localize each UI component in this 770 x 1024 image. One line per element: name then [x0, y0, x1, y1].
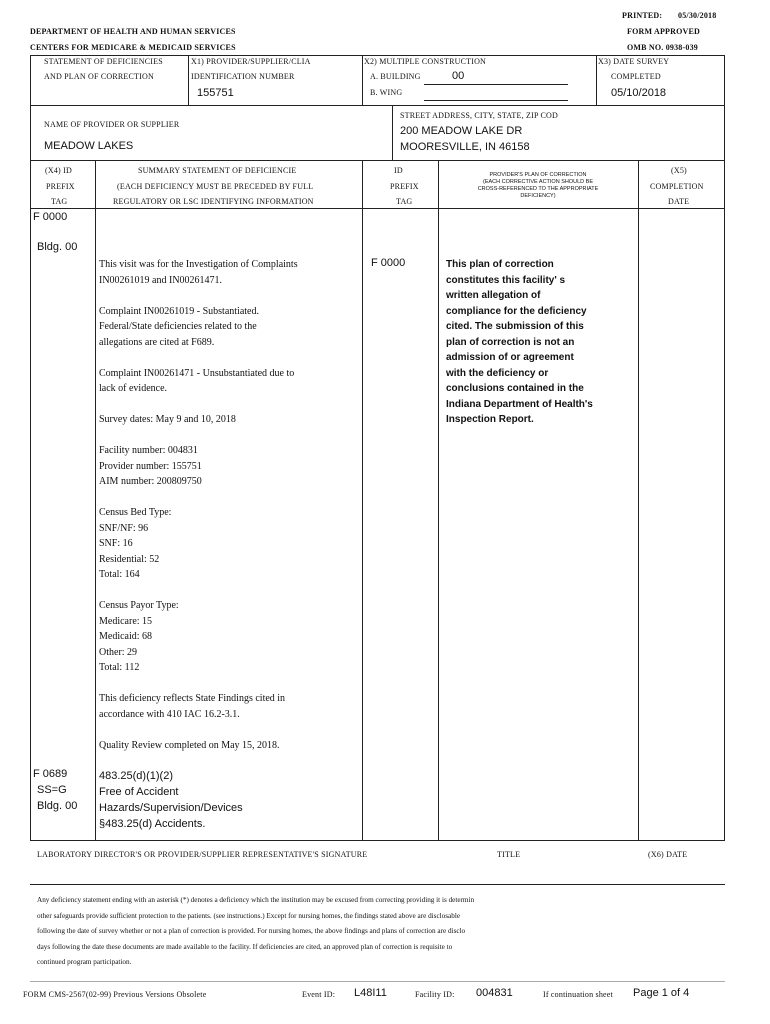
form-approved-label: FORM APPROVED: [627, 27, 701, 36]
scope-severity: SS=G: [37, 784, 67, 796]
completion-label: COMPLETION: [650, 182, 704, 191]
id-prefix-tag: F 0000: [371, 257, 406, 269]
wing-label: B. WING: [370, 88, 403, 97]
building-label: A. BUILDING: [370, 72, 421, 81]
provider-name-label: NAME OF PROVIDER OR SUPPLIER: [44, 120, 180, 129]
summary-header-3: REGULATORY OR LSC IDENTIFYING INFORMATION: [113, 197, 314, 206]
provider-name: MEADOW LAKES: [44, 140, 134, 152]
x4-tag-label: TAG: [51, 197, 68, 206]
signature-divider: [30, 884, 725, 885]
building-value: 00: [452, 70, 465, 82]
facility-id-label: Facility ID:: [415, 990, 455, 999]
address-label: STREET ADDRESS, CITY, STATE, ZIP COD: [400, 111, 558, 120]
title-label: TITLE: [497, 850, 521, 859]
department-name: DEPARTMENT OF HEALTH AND HUMAN SERVICES: [30, 27, 236, 36]
continuation-label: If continuation sheet: [543, 990, 613, 999]
page-number: Page 1 of 4: [633, 987, 690, 999]
event-id-label: Event ID:: [302, 990, 336, 999]
summary-statement: This visit was for the Investigation of Complaints IN00261019 and IN00261471. Complaint IN00261019 - Substantiated. Federal/State deficiencies related to the allegations are cited at F689. Complaint IN00261471 - Unsubstantiated due to lack of evidence. Survey dates: May 9 and 10, 2018 Facility number: 004831 Provider number: 155751 AIM number: 200809750 Census Bed Type: SNF/NF: 96 SNF: 16 Residential: 52 Total: 164 Census Payor Type: Medicare: 15 Medicaid: 68 Other: 29 Total: 112 This deficiency reflects State Findings cited in accordance with 410 IAC 16.2-3.1. Quality Review completed on May 15, 2018.: [99, 259, 298, 751]
date-survey-label-2: COMPLETED: [611, 72, 661, 81]
facility-id-value: 004831: [476, 987, 513, 999]
printed-date: 05/30/2018: [678, 11, 717, 20]
address-line-2: MOORESVILLE, IN 46158: [400, 141, 530, 153]
regulation-text: 483.25(d)(1)(2) Free of Accident Hazards/Supervision/Devices §483.25(d) Accidents.: [99, 770, 243, 830]
statement-label-2: AND PLAN OF CORRECTION: [44, 72, 154, 81]
disclaimer-text: Any deficiency statement ending with an asterisk (*) denotes a deficiency which the institution may be excused from correcting providing it is determin other safeguards provide sufficient protection to the patients. (see instructions.) Except for nursing homes, the findings stated above are disclosable following the date of survey whether or not a plan of correction is provided. For nursing homes, the above findings and plans of correction are disclo days following the date these documents are made available to the facility. If deficiencies are cited, an approved plan of correction is requisite to continued program participation.: [37, 896, 475, 966]
provider-id-label: X1) PROVIDER/SUPPLIER/CLIA: [191, 57, 311, 66]
form-label: FORM CMS-2567(02-99) Previous Versions Obsolete: [23, 990, 207, 999]
plan-of-correction-text: This plan of correction constitutes this facility' s written allegation of compliance for the deficiency cited. The submission of this plan of correction is not an admission of or agreement with the deficiency or conclusions contained in the Indiana Department of Health's Inspection Report.: [446, 259, 593, 425]
x4-prefix-label: PREFIX: [46, 182, 75, 191]
statement-label-1: STATEMENT OF DEFICIENCIES: [44, 57, 163, 66]
building-tag-2: Bldg. 00: [37, 800, 78, 812]
date-label: DATE: [668, 197, 690, 206]
date-survey-value: 05/10/2018: [611, 87, 667, 99]
multiple-construction-label: X2) MULTIPLE CONSTRUCTION: [364, 57, 487, 66]
tag-f0689: F 0689: [33, 768, 68, 780]
signature-label: LABORATORY DIRECTOR'S OR PROVIDER/SUPPLIER REPRESENTATIVE'S SIGNATURE: [37, 850, 368, 859]
x6-date-label: (X6) DATE: [648, 850, 688, 859]
omb-number: OMB NO. 0938-039: [627, 43, 698, 52]
summary-header-1: SUMMARY STATEMENT OF DEFICIENCIE: [138, 166, 297, 175]
address-line-1: 200 MEADOW LAKE DR: [400, 125, 523, 137]
tag-f0000: F 0000: [33, 211, 68, 223]
id-tag-label: TAG: [396, 197, 413, 206]
building-tag-1: Bldg. 00: [37, 241, 78, 253]
event-id-value: L48I11: [354, 987, 387, 999]
id-label: ID: [394, 166, 403, 175]
provider-id-value: 155751: [197, 87, 234, 99]
x5-label: (X5): [671, 166, 687, 175]
date-survey-label: X3) DATE SURVEY: [598, 57, 670, 66]
x4-id-label: (X4) ID: [45, 166, 72, 175]
centers-name: CENTERS FOR MEDICARE & MEDICAID SERVICES: [30, 43, 236, 52]
plan-of-correction-header: PROVIDER'S PLAN OF CORRECTION (EACH CORRECTIVE ACTION SHOULD BE CROSS-REFERENCED TO THE APPROPRIATE DEFICIENCY): [477, 172, 599, 199]
provider-id-label-2: IDENTIFICATION NUMBER: [191, 72, 295, 81]
summary-header-2: (EACH DEFICIENCY MUST BE PRECEDED BY FULL: [117, 182, 314, 191]
printed-label: PRINTED:: [622, 11, 663, 20]
id-prefix-label: PREFIX: [390, 182, 419, 191]
footer-divider: [30, 981, 725, 982]
